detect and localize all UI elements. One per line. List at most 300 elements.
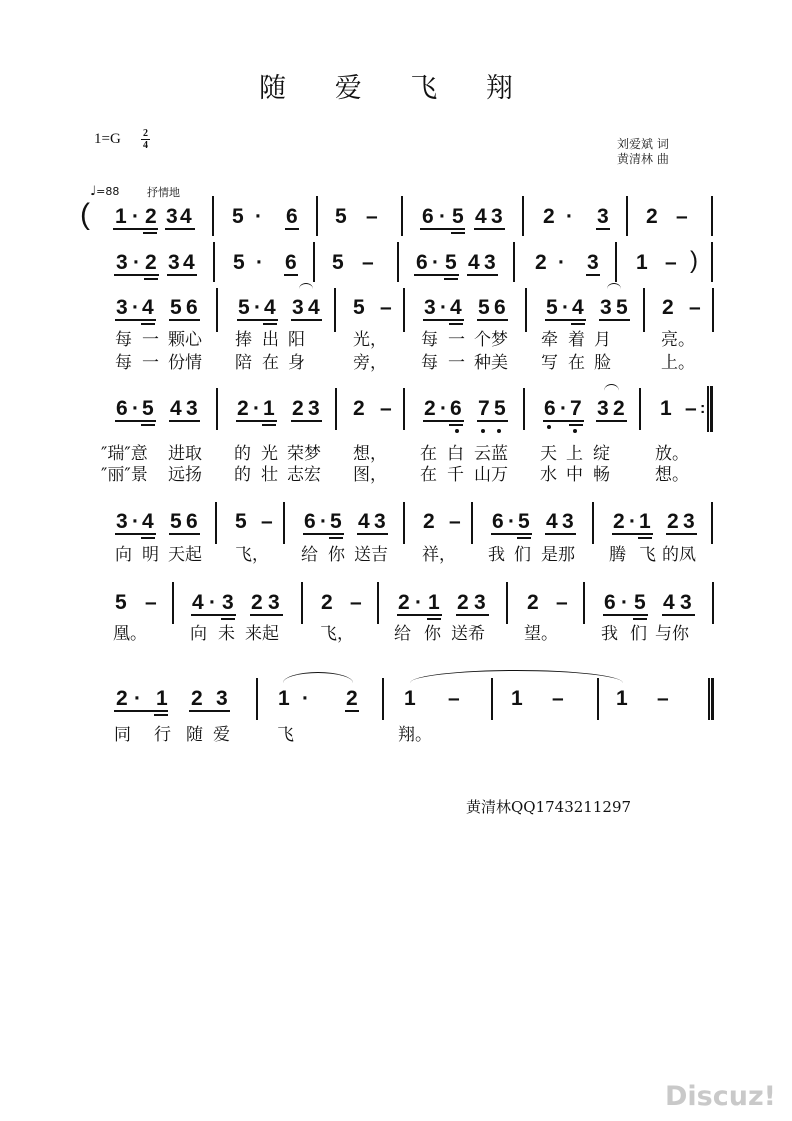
lyric: 每 bbox=[421, 330, 438, 350]
lyric: 陪 bbox=[235, 353, 252, 373]
lyric: 们 bbox=[630, 624, 647, 644]
note: 6 bbox=[116, 397, 128, 420]
note: 3 bbox=[491, 205, 503, 228]
note: 5 bbox=[518, 510, 530, 533]
barline bbox=[643, 288, 645, 332]
final-barline bbox=[708, 678, 714, 720]
key-signature: 1=G bbox=[94, 131, 121, 147]
lyric: 的 bbox=[234, 444, 251, 464]
time-signature bbox=[141, 128, 150, 151]
underline bbox=[262, 424, 276, 426]
note: 5 bbox=[170, 296, 182, 319]
barline bbox=[711, 242, 713, 282]
dash: – bbox=[448, 687, 460, 710]
lyric: 白 bbox=[447, 444, 464, 464]
note: 2 bbox=[527, 591, 539, 614]
repeat-dots: : bbox=[700, 400, 706, 417]
note: 2 bbox=[251, 591, 263, 614]
dot: · bbox=[560, 397, 567, 420]
note: 4 bbox=[142, 510, 154, 533]
barline bbox=[313, 242, 315, 282]
lyric: 望。 bbox=[524, 624, 558, 644]
underline bbox=[603, 614, 648, 616]
note: 5 bbox=[170, 510, 182, 533]
note: 4 bbox=[663, 591, 675, 614]
lyric: 远扬 bbox=[168, 465, 202, 485]
note: 3 bbox=[680, 591, 692, 614]
underline bbox=[357, 533, 388, 535]
dash: – bbox=[665, 251, 677, 274]
note: 3 bbox=[166, 205, 178, 228]
dot: · bbox=[133, 251, 140, 274]
underline bbox=[284, 274, 298, 276]
underline bbox=[221, 618, 235, 620]
lyric: 个梦 bbox=[474, 330, 508, 350]
note: 4 bbox=[450, 296, 462, 319]
barline bbox=[711, 196, 713, 236]
lyric: 送希 bbox=[451, 624, 485, 644]
underline bbox=[586, 274, 600, 276]
lyric: 份情 bbox=[168, 353, 202, 373]
lyric: 颗心 bbox=[168, 330, 202, 350]
lyric: 想。 bbox=[655, 465, 689, 485]
dot: · bbox=[439, 205, 446, 228]
note: 3 bbox=[587, 251, 599, 274]
lyric: 上 bbox=[566, 444, 583, 464]
note: 4 bbox=[468, 251, 480, 274]
barline bbox=[523, 388, 525, 430]
barline bbox=[212, 196, 214, 236]
barline bbox=[256, 678, 258, 720]
underline bbox=[543, 420, 584, 422]
lyric: 光 bbox=[261, 444, 278, 464]
note: 5 bbox=[335, 205, 347, 228]
note: 7 bbox=[478, 397, 490, 420]
barline bbox=[525, 288, 527, 332]
lyric: 天 bbox=[540, 444, 557, 464]
lyric: 是那 bbox=[541, 545, 575, 565]
note: 2 bbox=[145, 205, 157, 228]
expression-mark: 抒情地 bbox=[147, 186, 180, 199]
barline bbox=[215, 502, 217, 544]
note: 2 bbox=[346, 687, 358, 710]
note: 6 bbox=[604, 591, 616, 614]
note: 2 bbox=[543, 205, 555, 228]
underline bbox=[191, 614, 236, 616]
underline bbox=[236, 420, 277, 422]
underline bbox=[599, 319, 630, 321]
barline bbox=[522, 196, 524, 236]
underline bbox=[345, 710, 359, 712]
lyric: 每 bbox=[115, 353, 132, 373]
barline bbox=[301, 582, 303, 624]
author-signature: 黄清林QQ1743211297 bbox=[466, 798, 632, 816]
dot: · bbox=[508, 510, 515, 533]
note: 3 bbox=[268, 591, 280, 614]
lyric: 进取 bbox=[168, 444, 202, 464]
note: 3 bbox=[116, 296, 128, 319]
dash: – bbox=[552, 687, 564, 710]
lyric: 飞 bbox=[277, 725, 294, 745]
underline bbox=[285, 228, 299, 230]
underline bbox=[237, 319, 278, 321]
dot: · bbox=[562, 296, 569, 319]
lyric: 我 bbox=[488, 545, 505, 565]
dot: · bbox=[566, 205, 573, 228]
underline bbox=[141, 537, 155, 539]
dash: – bbox=[676, 205, 688, 228]
dash: – bbox=[350, 591, 362, 614]
note: 1 bbox=[616, 687, 628, 710]
underline bbox=[596, 420, 627, 422]
note: 2 bbox=[646, 205, 658, 228]
note: 3 bbox=[683, 510, 695, 533]
lyric: 在 bbox=[420, 465, 437, 485]
low-octave-dot bbox=[481, 429, 485, 433]
note: 2 bbox=[321, 591, 333, 614]
lyric: 向 bbox=[190, 624, 207, 644]
lyric: 一 bbox=[448, 353, 465, 373]
note: 3 bbox=[168, 251, 180, 274]
dash: – bbox=[657, 687, 669, 710]
lyric: 你 bbox=[328, 545, 345, 565]
lyric: 写 bbox=[541, 353, 558, 373]
underline bbox=[189, 710, 230, 712]
note: 2 bbox=[116, 687, 128, 710]
note: 5 bbox=[330, 510, 342, 533]
barline bbox=[615, 242, 617, 282]
underline bbox=[169, 319, 200, 321]
tie-arc bbox=[410, 670, 623, 683]
note: 5 bbox=[142, 397, 154, 420]
lyric: 凰。 bbox=[113, 624, 147, 644]
note: 4 bbox=[170, 397, 182, 420]
underline bbox=[444, 278, 458, 280]
tie-arc bbox=[607, 283, 621, 289]
underline bbox=[545, 319, 586, 321]
dot: · bbox=[132, 397, 139, 420]
lyric: 同 bbox=[114, 725, 131, 745]
note: 6 bbox=[285, 251, 297, 274]
lyric: 随 bbox=[186, 725, 203, 745]
note: 3 bbox=[424, 296, 436, 319]
barline bbox=[471, 502, 473, 544]
dash: – bbox=[449, 510, 461, 533]
quarter-note-icon: ♩ bbox=[90, 184, 97, 199]
lyric: 们 bbox=[514, 545, 531, 565]
lyric: 亮。 bbox=[661, 330, 695, 350]
note: 1 bbox=[639, 510, 651, 533]
underline bbox=[414, 274, 459, 276]
lyric: 翔。 bbox=[398, 725, 432, 745]
open-paren: ( bbox=[80, 198, 90, 231]
dot: · bbox=[621, 591, 628, 614]
underline bbox=[115, 533, 156, 535]
dash: – bbox=[689, 296, 701, 319]
barline bbox=[334, 288, 336, 332]
lyric: ″瑞″意 bbox=[101, 444, 148, 464]
lyricist-credit: 刘爱斌 词 bbox=[617, 137, 669, 151]
lyric: 给 bbox=[394, 624, 411, 644]
note: 3 bbox=[484, 251, 496, 274]
underline bbox=[420, 228, 465, 230]
lyric: 上。 bbox=[661, 353, 695, 373]
dash: – bbox=[380, 397, 392, 420]
dot: · bbox=[440, 296, 447, 319]
barline bbox=[712, 582, 714, 624]
lyric: 明 bbox=[142, 545, 159, 565]
underline bbox=[250, 614, 283, 616]
note: 5 bbox=[478, 296, 490, 319]
note: 5 bbox=[546, 296, 558, 319]
lyric: 一 bbox=[142, 353, 159, 373]
underline bbox=[143, 232, 157, 234]
dash: – bbox=[145, 591, 157, 614]
note: 2 bbox=[145, 251, 157, 274]
lyric: 的凤 bbox=[662, 545, 696, 565]
barline bbox=[639, 388, 641, 430]
underline bbox=[114, 274, 159, 276]
note: 1 bbox=[404, 687, 416, 710]
dot: · bbox=[132, 205, 139, 228]
lyric: 在 bbox=[420, 444, 437, 464]
note: 4 bbox=[180, 205, 192, 228]
note: 1 bbox=[156, 687, 168, 710]
barline bbox=[213, 242, 215, 282]
barline bbox=[397, 242, 399, 282]
lyric: 壮 bbox=[261, 465, 278, 485]
underline bbox=[114, 710, 168, 712]
barline bbox=[583, 582, 585, 624]
underline bbox=[291, 420, 322, 422]
note: 2 bbox=[398, 591, 410, 614]
time-signature-bottom: 4 bbox=[143, 140, 148, 151]
lyric: 荣梦 bbox=[287, 444, 321, 464]
barline bbox=[382, 678, 384, 720]
dash: – bbox=[685, 397, 697, 420]
low-octave-dot bbox=[547, 425, 551, 429]
underline bbox=[638, 537, 652, 539]
lyric: 牵 bbox=[541, 330, 558, 350]
note: 5 bbox=[494, 397, 506, 420]
note: 5 bbox=[353, 296, 365, 319]
lyric: 旁， bbox=[353, 353, 387, 373]
note: 1 bbox=[660, 397, 672, 420]
lyric: 向 bbox=[115, 545, 132, 565]
note: 2 bbox=[613, 397, 625, 420]
underline bbox=[474, 228, 505, 230]
lyric: 一 bbox=[142, 330, 159, 350]
barline bbox=[216, 288, 218, 332]
lyric: 与你 bbox=[655, 624, 689, 644]
repeat-end-barline bbox=[707, 386, 713, 432]
lyric: 来起 bbox=[245, 624, 279, 644]
lyric: 志宏 bbox=[287, 465, 321, 485]
lyric: 着 bbox=[568, 330, 585, 350]
note: 5 bbox=[115, 591, 127, 614]
underline bbox=[662, 614, 695, 616]
dash: – bbox=[261, 510, 273, 533]
barline bbox=[335, 388, 337, 430]
underline bbox=[633, 618, 647, 620]
lyric: 腾 bbox=[609, 545, 626, 565]
lyric: 的 bbox=[234, 465, 251, 485]
lyric: 想， bbox=[353, 444, 387, 464]
lyric: 送吉 bbox=[354, 545, 388, 565]
tie-arc bbox=[283, 672, 353, 683]
note: 3 bbox=[116, 251, 128, 274]
song-title: 随 爱 飞 翔 bbox=[259, 73, 533, 104]
dash: – bbox=[362, 251, 374, 274]
underline bbox=[477, 319, 508, 321]
lyric: 光， bbox=[353, 330, 387, 350]
underline bbox=[571, 323, 585, 325]
dot: · bbox=[440, 397, 447, 420]
note: 3 bbox=[292, 296, 304, 319]
underline bbox=[467, 274, 498, 276]
underline bbox=[115, 319, 156, 321]
note: 4 bbox=[308, 296, 320, 319]
note: 3 bbox=[308, 397, 320, 420]
barline bbox=[626, 196, 628, 236]
underline bbox=[263, 323, 277, 325]
underline bbox=[115, 420, 156, 422]
note: 3 bbox=[474, 591, 486, 614]
note: 3 bbox=[597, 205, 609, 228]
dash: – bbox=[366, 205, 378, 228]
lyric: 脸 bbox=[594, 353, 611, 373]
dot: · bbox=[320, 510, 327, 533]
close-paren: ) bbox=[690, 247, 698, 274]
lyric: 图， bbox=[353, 465, 387, 485]
underline bbox=[612, 533, 653, 535]
dash: – bbox=[556, 591, 568, 614]
underline bbox=[165, 228, 195, 230]
note: 4 bbox=[358, 510, 370, 533]
underline bbox=[397, 614, 442, 616]
lyric: 每 bbox=[115, 330, 132, 350]
barline bbox=[403, 288, 405, 332]
dot: · bbox=[415, 591, 422, 614]
note: 3 bbox=[374, 510, 386, 533]
note: 3 bbox=[562, 510, 574, 533]
note: 5 bbox=[616, 296, 628, 319]
note: 2 bbox=[424, 397, 436, 420]
underline bbox=[596, 228, 610, 230]
dot: · bbox=[134, 687, 141, 710]
lyric: 飞 bbox=[639, 545, 656, 565]
barline bbox=[712, 288, 714, 332]
note: 2 bbox=[535, 251, 547, 274]
barline bbox=[377, 582, 379, 624]
low-octave-dot bbox=[497, 429, 501, 433]
note: 6 bbox=[286, 205, 298, 228]
note: 6 bbox=[450, 397, 462, 420]
dot: · bbox=[302, 687, 309, 710]
lyric: 阳 bbox=[288, 330, 305, 350]
lyric: 中 bbox=[566, 465, 583, 485]
lyric: 飞， bbox=[320, 624, 354, 644]
lyric: 放。 bbox=[655, 444, 689, 464]
dot: · bbox=[256, 251, 263, 274]
lyric: 绽 bbox=[593, 444, 610, 464]
underline bbox=[423, 420, 464, 422]
lyric: 千 bbox=[447, 465, 464, 485]
note: 6 bbox=[422, 205, 434, 228]
note: 3 bbox=[600, 296, 612, 319]
dot: · bbox=[132, 296, 139, 319]
lyric: 未 bbox=[218, 624, 235, 644]
note: 5 bbox=[233, 251, 245, 274]
underline bbox=[169, 420, 200, 422]
lyric: 你 bbox=[424, 624, 441, 644]
note: 1 bbox=[511, 687, 523, 710]
barline bbox=[513, 242, 515, 282]
dot: · bbox=[629, 510, 636, 533]
underline bbox=[545, 533, 576, 535]
note: 2 bbox=[457, 591, 469, 614]
note: 4 bbox=[546, 510, 558, 533]
underline bbox=[167, 274, 197, 276]
lyric: 天起 bbox=[168, 545, 202, 565]
lyric: 月 bbox=[594, 330, 611, 350]
lyric: 飞， bbox=[235, 545, 269, 565]
dash: – bbox=[380, 296, 392, 319]
note: 1 bbox=[278, 687, 290, 710]
low-octave-dot bbox=[455, 429, 459, 433]
lyric: 我 bbox=[601, 624, 618, 644]
barline bbox=[316, 196, 318, 236]
note: 5 bbox=[332, 251, 344, 274]
barline bbox=[597, 678, 599, 720]
underline bbox=[491, 533, 532, 535]
note: 4 bbox=[475, 205, 487, 228]
note: 5 bbox=[452, 205, 464, 228]
dot: · bbox=[254, 296, 261, 319]
note: 1 bbox=[115, 205, 127, 228]
underline bbox=[144, 278, 158, 280]
note: 4 bbox=[572, 296, 584, 319]
note: 1 bbox=[263, 397, 275, 420]
underline bbox=[169, 533, 200, 535]
note: 6 bbox=[304, 510, 316, 533]
underline bbox=[666, 533, 697, 535]
underline bbox=[141, 323, 155, 325]
barline bbox=[216, 388, 218, 430]
barline bbox=[592, 502, 594, 544]
underline bbox=[449, 424, 463, 426]
note: 3 bbox=[597, 397, 609, 420]
note: 5 bbox=[634, 591, 646, 614]
composer-credit: 黄清林 曲 bbox=[617, 152, 669, 166]
lyric: 在 bbox=[262, 353, 279, 373]
barline bbox=[401, 196, 403, 236]
note: 2 bbox=[191, 687, 203, 710]
dot: · bbox=[255, 205, 262, 228]
note: 4 bbox=[142, 296, 154, 319]
note: 5 bbox=[445, 251, 457, 274]
lyric: 捧 bbox=[235, 330, 252, 350]
lyric: 出 bbox=[262, 330, 279, 350]
lyric: 给 bbox=[301, 545, 318, 565]
dot: · bbox=[558, 251, 565, 274]
lyric: 身 bbox=[288, 353, 305, 373]
barline bbox=[711, 502, 713, 544]
note: 4 bbox=[264, 296, 276, 319]
note: 2 bbox=[613, 510, 625, 533]
tempo-bpm: =88 bbox=[96, 185, 120, 198]
barline bbox=[403, 502, 405, 544]
